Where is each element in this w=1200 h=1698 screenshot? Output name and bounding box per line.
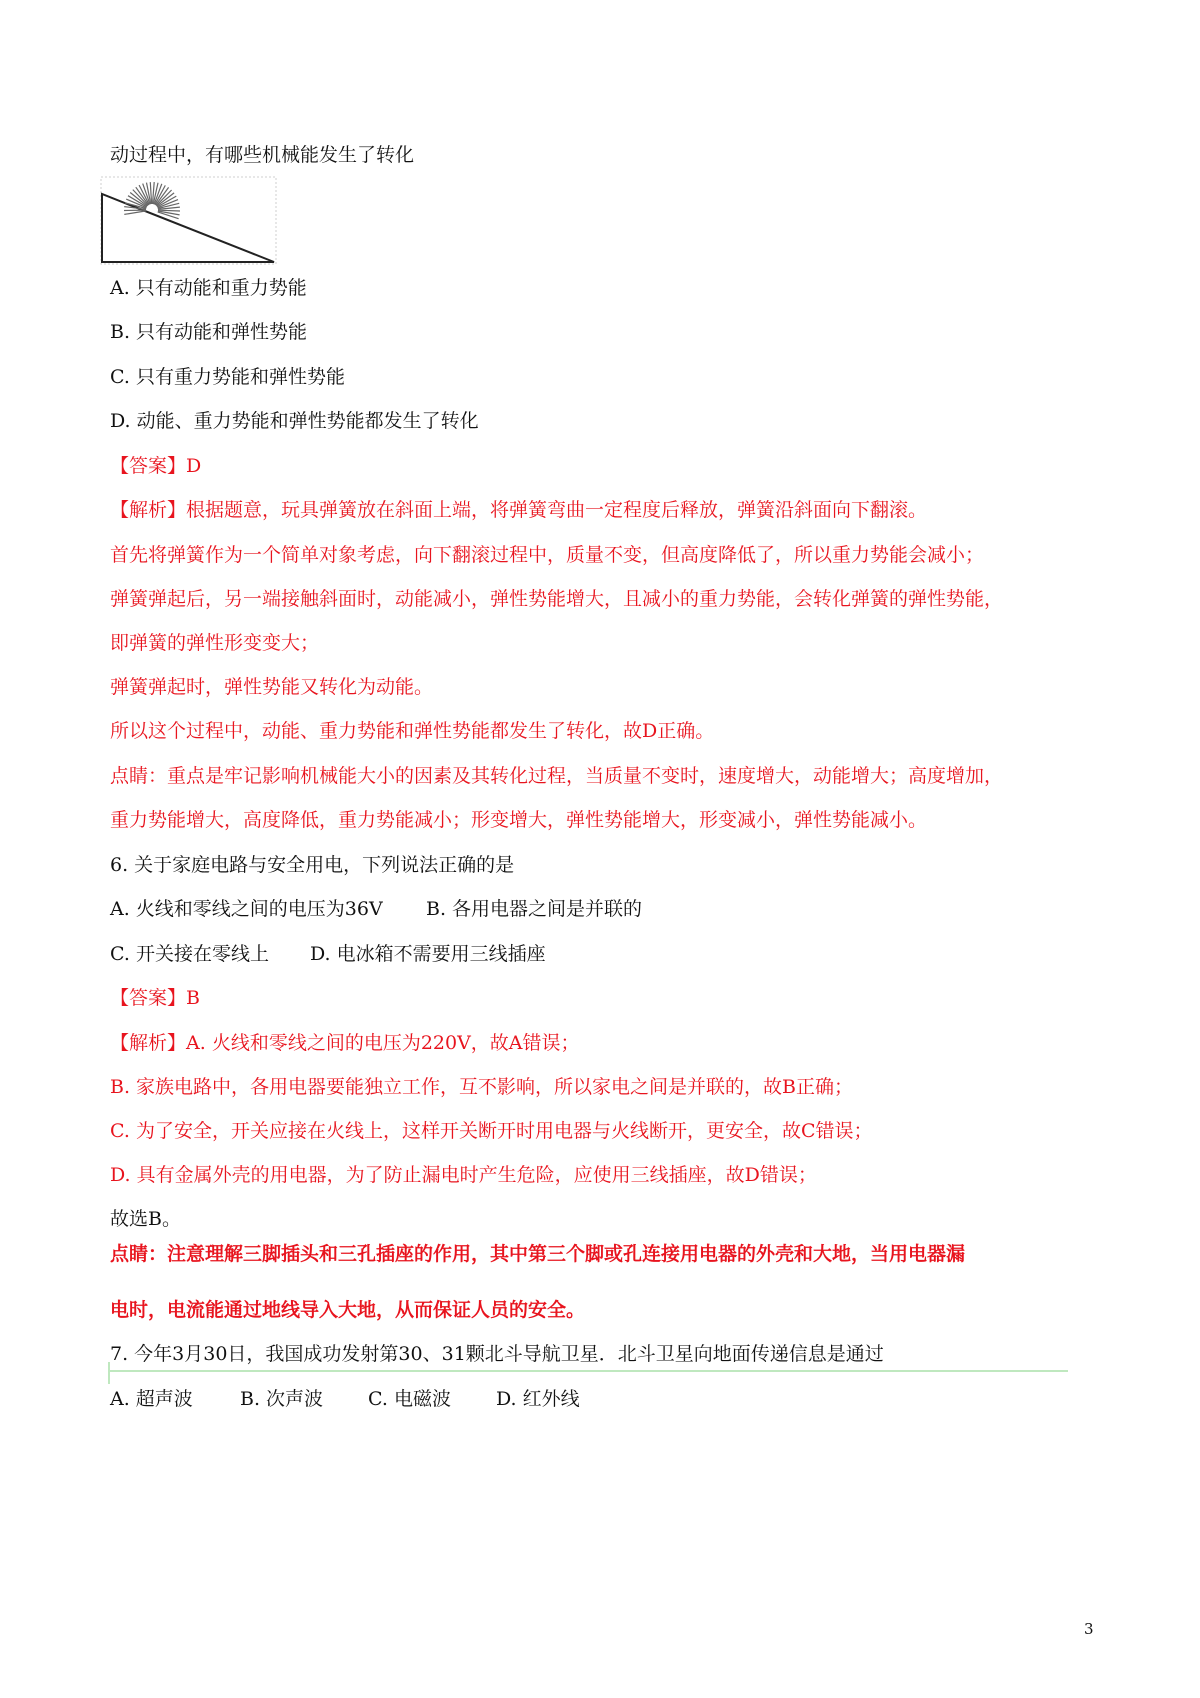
q7-options-row bbox=[110, 1386, 580, 1412]
q6-option-c: C. 开关接在零线上 bbox=[110, 943, 269, 965]
q7-option-a: A. 超声波 bbox=[110, 1388, 193, 1410]
q6-analysis-text: A. 火线和零线之间的电压为220V，故A错误； bbox=[186, 1032, 580, 1054]
incline-spring-figure bbox=[100, 176, 278, 266]
q5-analysis-line: 弹簧弹起时，弹性势能又转化为动能。 bbox=[110, 676, 434, 698]
q5-analysis-text: 根据题意，玩具弹簧放在斜面上端，将弹簧弯曲一定程度后释放，弹簧沿斜面向下翻滚。 bbox=[186, 499, 928, 521]
q5-option-a: A. 只有动能和重力势能 bbox=[110, 277, 307, 299]
q6-analysis-line: D. 具有金属外壳的用电器，为了防止漏电时产生危险，应使用三线插座，故D错误； bbox=[110, 1164, 817, 1186]
q5-tip-line: 重力势能增大，高度降低，重力势能减小；形变增大，弹性势能增大，形变减小，弹性势能减小。 bbox=[110, 809, 928, 831]
q6-conclusion: 故选B。 bbox=[110, 1208, 181, 1230]
q5-option-d: D. 动能、重力势能和弹性势能都发生了转化 bbox=[110, 410, 479, 432]
q6-tip-line1: 点睛：注意理解三脚插头和三孔插座的作用，其中第三个脚或孔连接用电器的外壳和大地，当用电器漏 bbox=[110, 1243, 966, 1265]
q5-option-c: C. 只有重力势能和弹性势能 bbox=[110, 366, 345, 388]
q6-option-d: D. 电冰箱不需要用三线插座 bbox=[310, 943, 546, 965]
q6-tip-line2: 电时，电流能通过地线导入大地，从而保证人员的安全。 bbox=[110, 1299, 586, 1321]
q6-analysis-first bbox=[110, 1030, 580, 1056]
q6-analysis-line: B. 家族电路中，各用电器要能独立工作，互不影响，所以家电之间是并联的，故B正确； bbox=[110, 1076, 854, 1098]
q6-option-b: B. 各用电器之间是并联的 bbox=[426, 898, 643, 920]
q5-analysis-line: 所以这个过程中，动能、重力势能和弹性势能都发生了转化，故D正确。 bbox=[110, 720, 715, 742]
q5-answer: 【答案】D bbox=[110, 455, 202, 477]
q6-stem: 6. 关于家庭电路与安全用电，下列说法正确的是 bbox=[110, 854, 515, 876]
q5-analysis-first bbox=[110, 497, 927, 523]
text-guide-line bbox=[108, 1370, 1068, 1372]
q5-analysis-line: 弹簧弹起后，另一端接触斜面时，动能减小，弹性势能增大，且减小的重力势能，会转化弹簧的弹性势能， bbox=[110, 588, 1004, 610]
q7-option-c: C. 电磁波 bbox=[368, 1388, 451, 1410]
q5-analysis-label: 【解析】 bbox=[110, 499, 187, 521]
q6-analysis-line: C. 为了安全，开关应接在火线上，这样开关断开时用电器与火线断开，更安全，故C错误； bbox=[110, 1120, 873, 1142]
page-number: 3 bbox=[1084, 1620, 1094, 1638]
q6-answer: 【答案】B bbox=[110, 987, 200, 1009]
q7-stem: 7. 今年3月30日，我国成功发射第30、31颗北斗导航卫星．北斗卫星向地面传递信息是通过 bbox=[110, 1343, 884, 1365]
q6-option-a: A. 火线和零线之间的电压为36V bbox=[110, 898, 383, 920]
q6-options-row1 bbox=[110, 896, 642, 922]
q7-option-b: B. 次声波 bbox=[240, 1388, 324, 1410]
q6-analysis-label: 【解析】 bbox=[110, 1032, 187, 1054]
q6-options-row2 bbox=[110, 941, 546, 967]
q5-stem-tail: 动过程中，有哪些机械能发生了转化 bbox=[110, 144, 415, 166]
q5-option-b: B. 只有动能和弹性势能 bbox=[110, 321, 308, 343]
q7-option-d: D. 红外线 bbox=[496, 1388, 580, 1410]
q5-tip-line: 点睛：重点是牢记影响机械能大小的因素及其转化过程，当质量不变时，速度增大，动能增大；高度增加， bbox=[110, 765, 1004, 787]
q5-analysis-line: 即弹簧的弹性形变变大； bbox=[110, 632, 320, 654]
q5-analysis-line: 首先将弹簧作为一个简单对象考虑，向下翻滚过程中，质量不变，但高度降低了，所以重力势能会减小； bbox=[110, 544, 985, 566]
